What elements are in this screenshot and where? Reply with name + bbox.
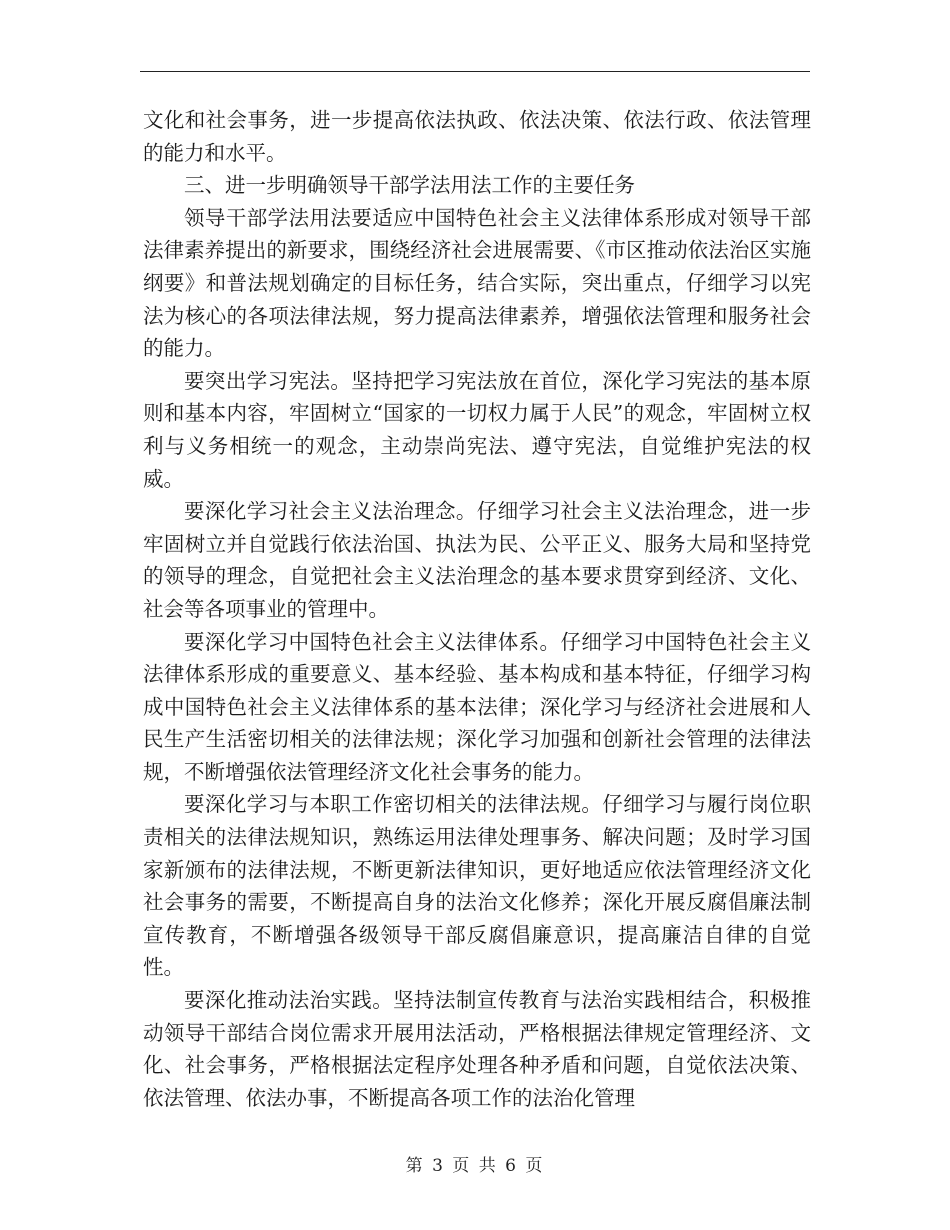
paragraph-constitution: 要突出学习宪法。坚持把学习宪法放在首位，深化学习宪法的基本原则和基本内容，牢固树立“国家的一切权力属于人民”的观念，牢固树立权利与义务相统一的观念，主动崇尚宪法、遵守宪法，自觉维护宪法的权威。 (143, 368, 811, 491)
paragraph-legal-system: 要深化学习中国特色社会主义法律体系。仔细学习中国特色社会主义法律体系形成的重要意义、基本经验、基本构成和基本特征，仔细学习构成中国特色社会主义法律体系的基本法律；深化学习与经济社会进展和人民生产生活密切相关的法律法规；深化学习加强和创新社会管理的法律法规，不断增强依法管理经济文化社会事务的能力。 (143, 629, 811, 784)
paragraph-intro: 领导干部学法用法要适应中国特色社会主义法律体系形成对领导干部法律素养提出的新要求，围绕经济社会进展需要、《市区推动依法治区实施纲要》和普法规划确定的目标任务，结合实际，突出重点，仔细学习以宪法为核心的各项法律法规，努力提高法律素养，增强依法管理和服务社会的能力。 (143, 205, 811, 361)
paragraph-job-related-laws: 要深化学习与本职工作密切相关的法律法规。仔细学习与履行岗位职责相关的法律法规知识，熟练运用法律处理事务、解决问题；及时学习国家新颁布的法律法规，不断更新法律知识，更好地适应依法管理经济文化社会事务的需要，不断提高自身的法治文化修养；深化开展反腐倡廉法制宣传教育，不断增强各级领导干部反腐倡廉意识，提高廉洁自律的自觉性。 (143, 792, 811, 980)
document-body (143, 104, 811, 1114)
section-heading: 三、进一步明确领导干部学法用法工作的主要任务 (184, 173, 635, 198)
paragraph-rule-of-law-concept: 要深化学习社会主义法治理念。仔细学习社会主义法治理念，进一步牢固树立并自觉践行依法治国、执法为民、公平正义、服务大局和坚持党的领导的理念，自觉把社会主义法治理念的基本要求贯穿到经济、文化、社会等各项事业的管理中。 (143, 499, 811, 621)
paragraph-continuation: 文化和社会事务，进一步提高依法执政、依法决策、依法行政、依法管理的能力和水平。 (143, 108, 811, 165)
header-rule (140, 71, 810, 72)
page-number: 第 3 页 共 6 页 (405, 1156, 545, 1176)
paragraph-legal-practice: 要深化推动法治实践。坚持法制宣传教育与法治实践相结合，积极推动领导干部结合岗位需求开展用法活动，严格根据法律规定管理经济、文化、社会事务，严格根据法定程序处理各种矛盾和问题，自觉依法决策、依法管理、依法办事，不断提高各项工作的法治化管理 (143, 988, 811, 1110)
